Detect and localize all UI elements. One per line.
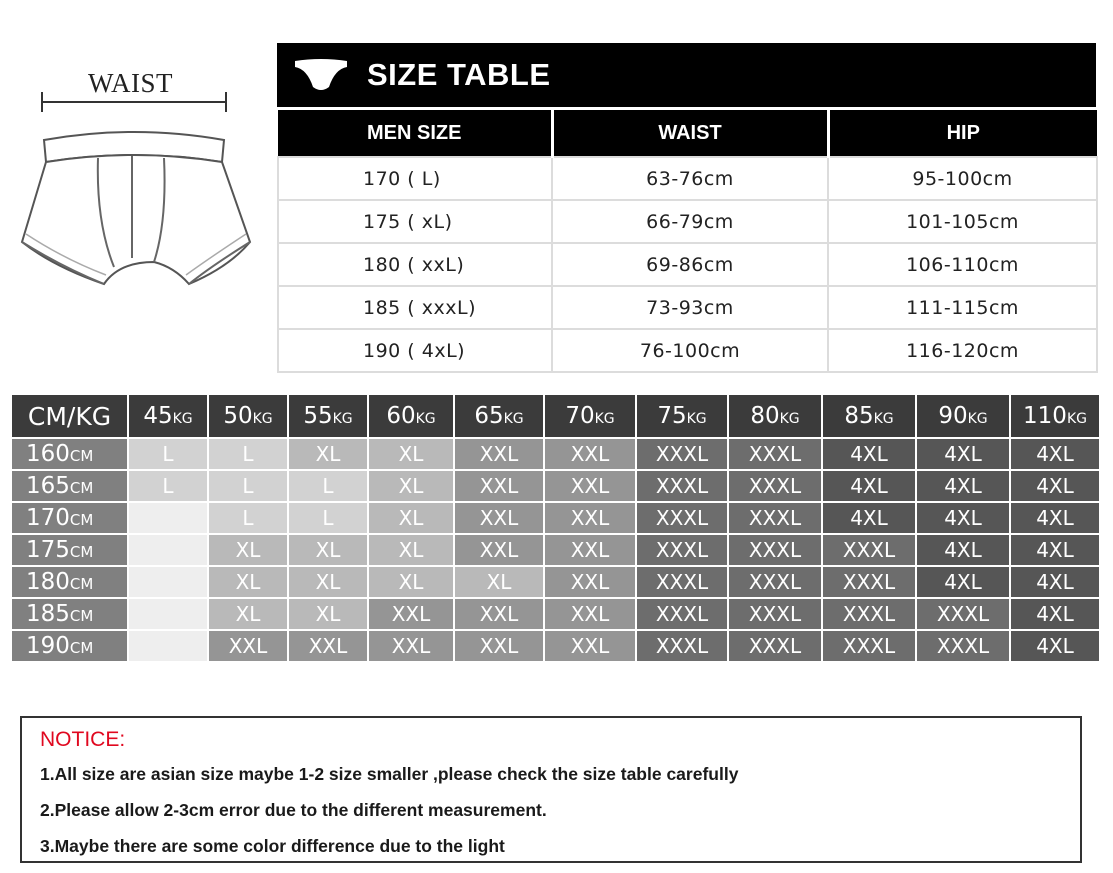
size-table-row — [278, 243, 1097, 286]
fit-size-cell: 4XL — [822, 470, 916, 502]
height-value: 180 — [26, 569, 70, 595]
size-cell: 190 ( 4xL) — [278, 329, 552, 372]
fit-size-cell — [128, 502, 208, 534]
height-value: 185 — [26, 601, 70, 627]
size-cell: 185 ( xxxL) — [278, 286, 552, 329]
fit-size-cell — [128, 598, 208, 630]
fit-size-cell: L — [288, 502, 368, 534]
height-header — [11, 502, 128, 534]
height-header — [11, 566, 128, 598]
fit-row — [11, 502, 1100, 534]
hip-cell: 116-120cm — [828, 329, 1097, 372]
fit-size-cell — [128, 566, 208, 598]
fit-size-cell: XL — [288, 566, 368, 598]
fit-size-cell: XL — [368, 438, 454, 470]
waist-cell: 66-79cm — [552, 200, 828, 243]
size-table-row — [278, 157, 1097, 200]
weight-unit: KG — [252, 411, 273, 427]
weight-value: 65 — [474, 403, 504, 429]
size-table-title-bar — [277, 43, 1096, 107]
fit-size-cell: 4XL — [916, 534, 1010, 566]
boxer-briefs-illustration — [14, 62, 264, 297]
weight-header — [822, 394, 916, 438]
fit-size-cell: 4XL — [916, 502, 1010, 534]
fit-size-cell: XXXL — [636, 566, 728, 598]
fit-size-cell: XL — [454, 566, 544, 598]
height-unit: CM — [69, 639, 94, 657]
weight-value: 80 — [750, 403, 780, 429]
fit-size-cell: XXL — [544, 566, 636, 598]
fit-table — [10, 393, 1101, 663]
weight-value: 50 — [223, 403, 253, 429]
fit-size-cell: XXXL — [728, 438, 822, 470]
weight-unit: KG — [779, 411, 800, 427]
fit-size-cell: 4XL — [1010, 534, 1100, 566]
size-cell: 175 ( xL) — [278, 200, 552, 243]
fit-size-cell: XXXL — [728, 630, 822, 662]
height-value: 190 — [26, 633, 70, 659]
fit-size-cell: XXXL — [728, 470, 822, 502]
fit-size-cell: XXXL — [822, 630, 916, 662]
fit-size-cell: XXL — [288, 630, 368, 662]
weight-unit: KG — [415, 411, 436, 427]
height-value: 165 — [26, 473, 70, 499]
fit-size-cell: 4XL — [916, 438, 1010, 470]
fit-size-cell: 4XL — [1010, 630, 1100, 662]
fit-size-cell: XXXL — [916, 598, 1010, 630]
notice-title: NOTICE: — [40, 728, 126, 751]
size-table-row — [278, 200, 1097, 243]
height-header — [11, 598, 128, 630]
weight-value: 110 — [1023, 403, 1067, 429]
fit-row — [11, 598, 1100, 630]
header-men-size: MEN SIZE — [278, 109, 552, 158]
waist-cell: 63-76cm — [552, 157, 828, 200]
weight-header — [916, 394, 1010, 438]
fit-size-cell: XXL — [454, 598, 544, 630]
fit-size-cell: XL — [368, 470, 454, 502]
fit-size-cell: XXL — [454, 438, 544, 470]
fit-size-cell: XXL — [544, 598, 636, 630]
weight-unit: KG — [172, 411, 193, 427]
weight-header — [208, 394, 288, 438]
weight-unit: KG — [332, 411, 353, 427]
height-unit: CM — [69, 543, 94, 561]
weight-value: 70 — [565, 403, 595, 429]
weight-value: 75 — [657, 403, 687, 429]
fit-size-cell: 4XL — [1010, 566, 1100, 598]
fit-size-cell: XXL — [368, 630, 454, 662]
fit-size-cell: 4XL — [822, 502, 916, 534]
fit-size-cell: XXXL — [636, 502, 728, 534]
fit-size-cell: XXL — [454, 630, 544, 662]
height-value: 160 — [26, 441, 70, 467]
fit-size-cell: XXXL — [636, 630, 728, 662]
fit-size-cell: XXXL — [822, 598, 916, 630]
size-cell: 180 ( xxL) — [278, 243, 552, 286]
weight-header — [544, 394, 636, 438]
fit-row — [11, 470, 1100, 502]
fit-size-cell: 4XL — [916, 470, 1010, 502]
notice-line-3: 3.Maybe there are some color difference due to the light — [40, 836, 505, 856]
height-unit: CM — [69, 511, 94, 529]
weight-header — [288, 394, 368, 438]
fit-size-cell: XXL — [544, 502, 636, 534]
fit-size-cell: XL — [208, 566, 288, 598]
weight-value: 85 — [844, 403, 874, 429]
fit-size-cell: 4XL — [1010, 598, 1100, 630]
fit-size-cell: L — [208, 470, 288, 502]
weight-unit: KG — [503, 411, 524, 427]
waist-label: WAIST — [88, 68, 173, 98]
fit-size-cell: XL — [368, 566, 454, 598]
weight-unit: KG — [1066, 411, 1087, 427]
notice-box — [20, 716, 1082, 863]
weight-header — [636, 394, 728, 438]
briefs-icon — [293, 55, 349, 95]
fit-size-cell: XXXL — [728, 534, 822, 566]
height-header — [11, 470, 128, 502]
height-header — [11, 534, 128, 566]
fit-size-cell: 4XL — [1010, 438, 1100, 470]
weight-unit: KG — [594, 411, 615, 427]
height-unit: CM — [69, 479, 94, 497]
hip-cell: 95-100cm — [828, 157, 1097, 200]
fit-size-cell: XXXL — [822, 566, 916, 598]
size-cell: 170 ( L) — [278, 157, 552, 200]
fit-size-cell: XXXL — [822, 534, 916, 566]
fit-size-cell: XXL — [454, 470, 544, 502]
fit-size-cell: XXXL — [636, 598, 728, 630]
weight-header — [368, 394, 454, 438]
fit-size-cell: 4XL — [1010, 470, 1100, 502]
fit-size-cell: XXL — [368, 598, 454, 630]
fit-size-cell: XXL — [544, 630, 636, 662]
waist-cell: 73-93cm — [552, 286, 828, 329]
fit-size-cell: XL — [368, 534, 454, 566]
fit-row — [11, 630, 1100, 662]
header-waist: WAIST — [552, 109, 828, 158]
fit-size-cell: 4XL — [822, 438, 916, 470]
height-value: 175 — [26, 537, 70, 563]
height-header — [11, 438, 128, 470]
weight-value: 90 — [938, 403, 968, 429]
height-value: 170 — [26, 505, 70, 531]
fit-size-cell: L — [128, 438, 208, 470]
fit-size-cell: XXL — [544, 534, 636, 566]
hip-cell: 106-110cm — [828, 243, 1097, 286]
fit-size-cell: XXL — [208, 630, 288, 662]
waist-cell: 69-86cm — [552, 243, 828, 286]
fit-size-cell: XXL — [544, 470, 636, 502]
weight-unit: KG — [873, 411, 894, 427]
height-unit: CM — [69, 575, 94, 593]
fit-size-cell: XXXL — [636, 470, 728, 502]
fit-row — [11, 438, 1100, 470]
fit-header-row — [11, 394, 1100, 438]
waist-diagram — [14, 62, 264, 297]
fit-row — [11, 534, 1100, 566]
notice-line-1: 1.All size are asian size maybe 1-2 size smaller ,please check the size table carefully — [40, 764, 739, 784]
weight-value: 55 — [303, 403, 333, 429]
fit-size-cell: L — [208, 502, 288, 534]
weight-unit: KG — [967, 411, 988, 427]
weight-value: 45 — [143, 403, 173, 429]
fit-size-cell: 4XL — [916, 566, 1010, 598]
weight-unit: KG — [686, 411, 707, 427]
fit-size-cell: 4XL — [1010, 502, 1100, 534]
fit-size-cell: XL — [288, 598, 368, 630]
fit-corner-label: CM/KG — [11, 394, 128, 438]
fit-size-cell: L — [128, 470, 208, 502]
hip-cell: 111-115cm — [828, 286, 1097, 329]
fit-size-cell: L — [208, 438, 288, 470]
fit-size-cell: XL — [208, 534, 288, 566]
waist-cell: 76-100cm — [552, 329, 828, 372]
fit-size-cell: XXL — [454, 534, 544, 566]
fit-size-cell: XXL — [544, 438, 636, 470]
notice-line-2: 2.Please allow 2-3cm error due to the different measurement. — [40, 800, 547, 820]
fit-size-cell: XXXL — [728, 502, 822, 534]
height-unit: CM — [69, 607, 94, 625]
fit-size-cell: XL — [368, 502, 454, 534]
fit-size-cell — [128, 630, 208, 662]
height-unit: CM — [69, 447, 94, 465]
fit-row — [11, 566, 1100, 598]
header-hip: HIP — [828, 109, 1097, 158]
fit-size-cell: XXXL — [728, 566, 822, 598]
size-table — [277, 43, 1096, 373]
size-table-row — [278, 286, 1097, 329]
fit-size-cell: XXXL — [916, 630, 1010, 662]
height-header — [11, 630, 128, 662]
size-table-row — [278, 329, 1097, 372]
weight-header — [128, 394, 208, 438]
size-table-grid — [277, 107, 1098, 373]
hip-cell: 101-105cm — [828, 200, 1097, 243]
fit-size-cell: XL — [288, 438, 368, 470]
height-weight-size-chart — [10, 393, 1099, 663]
weight-header — [728, 394, 822, 438]
fit-size-cell: XL — [288, 534, 368, 566]
fit-size-cell: XXL — [454, 502, 544, 534]
fit-size-cell: XXXL — [728, 598, 822, 630]
fit-size-cell: L — [288, 470, 368, 502]
weight-header — [1010, 394, 1100, 438]
fit-size-cell: XL — [208, 598, 288, 630]
weight-header — [454, 394, 544, 438]
fit-size-cell: XXXL — [636, 438, 728, 470]
size-table-header-row — [278, 109, 1097, 158]
size-table-title: SIZE TABLE — [367, 57, 551, 92]
fit-size-cell — [128, 534, 208, 566]
fit-size-cell: XXXL — [636, 534, 728, 566]
weight-value: 60 — [386, 403, 416, 429]
